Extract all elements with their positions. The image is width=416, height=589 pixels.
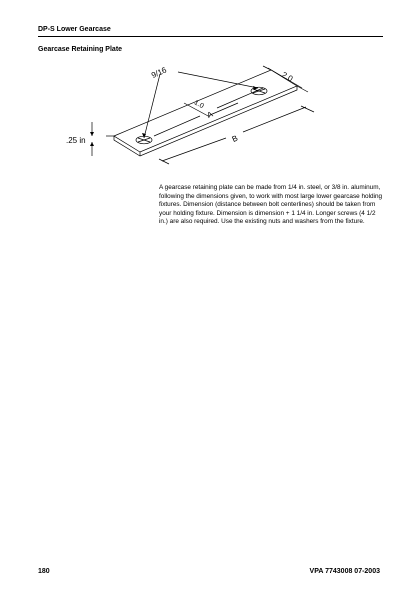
label-dim-b: B: [230, 133, 240, 144]
label-hole: 9/16: [150, 65, 168, 80]
page-header: DP-S Lower Gearcase: [38, 26, 111, 33]
label-dim-a: A: [205, 109, 215, 120]
page-number: 180: [38, 568, 50, 575]
header-rule: [38, 36, 383, 37]
label-inset: 1.0: [192, 99, 205, 111]
body-paragraph: A gearcase retaining plate can be made from 1/4 in. steel, or 3/8 in. aluminum, following the dimensions given, to work with most large lower gearcase holding fixtures. Dimension (distance between bolt centerlines) should be taken from your holding fixture. Dimension is dimension + 1 1/4 in. Longer screws (4 1/2 in.) are also required. Use the existing nuts and washers from the fixture.: [159, 184, 383, 226]
retaining-plate-diagram: [60, 60, 350, 190]
label-width: 2.0: [280, 70, 295, 84]
label-thickness: .25 in: [66, 136, 86, 145]
section-title: Gearcase Retaining Plate: [38, 46, 123, 53]
document-id: VPA 7743008 07-2003: [309, 568, 380, 575]
